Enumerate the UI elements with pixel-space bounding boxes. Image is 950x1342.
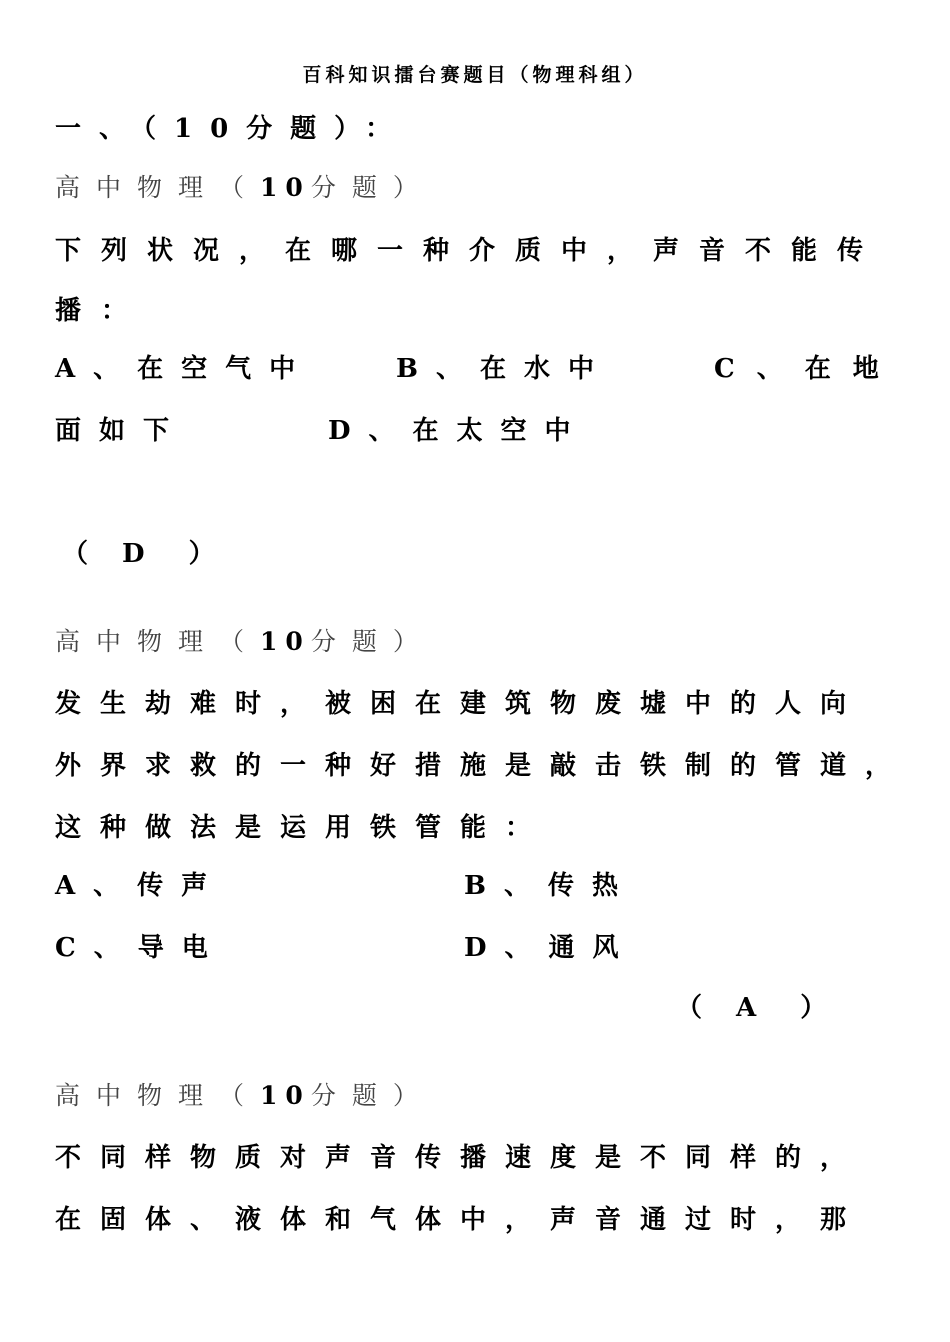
question-2-header (55, 622, 434, 658)
question-1-answer: （ D ） (62, 539, 215, 569)
question-1-option-a: A、在空气中 (55, 354, 314, 384)
question-2-header-prefix: 高中物理（ (55, 627, 261, 656)
section-heading: 一、（10分题）： (55, 114, 410, 144)
page-title: 百科知识擂台赛题目（物理科组） (302, 64, 648, 86)
question-1-option-c-continued: 面如下 (55, 416, 188, 446)
question-1-text-line-2: 播： (55, 296, 148, 326)
question-1-answer-value: D (122, 539, 145, 569)
question-3-header (55, 1076, 434, 1112)
question-2-header-suffix: 分题） (310, 627, 434, 656)
question-3-points: 10 (260, 1081, 311, 1110)
question-1-option-b: B、在水中 (396, 354, 612, 384)
question-2-text-line-1: 发生劫难时，被困在建筑物废墟中的人向 (55, 689, 866, 719)
question-3-text-line-2: 在固体、液体和气体中，声音通过时，那 (55, 1205, 866, 1235)
question-2-points: 10 (260, 627, 311, 656)
question-1-points: 10 (260, 173, 311, 202)
question-3-header-prefix: 高中物理（ (55, 1081, 261, 1110)
question-1-text-line-1: 下列状况，在哪一种介质中，声音不能传 (55, 236, 884, 266)
question-2-text-line-3: 这种做法是运用铁管能： (55, 813, 551, 843)
question-2-option-b: B、传热 (464, 871, 636, 901)
question-1-option-c: C、在地 (714, 354, 901, 384)
question-3-text-line-1: 不同样物质对声音传播速度是不同样的， (55, 1143, 866, 1173)
question-2-option-c: C、导电 (55, 933, 226, 963)
question-2-answer-value: A (736, 993, 757, 1023)
question-2-option-a: A、传声 (55, 871, 226, 901)
question-1-header (55, 168, 434, 204)
question-1-option-d: D、在太空中 (328, 416, 589, 446)
question-1-header-prefix: 高中物理（ (55, 173, 261, 202)
question-2-answer: （ A ） (676, 993, 827, 1023)
question-2-option-d: D、通风 (464, 933, 637, 963)
question-3-header-suffix: 分题） (310, 1081, 434, 1110)
question-2-text-line-2: 外界求救的一种好措施是敲击铁制的管道， (55, 751, 911, 781)
question-1-header-suffix: 分题） (310, 173, 434, 202)
